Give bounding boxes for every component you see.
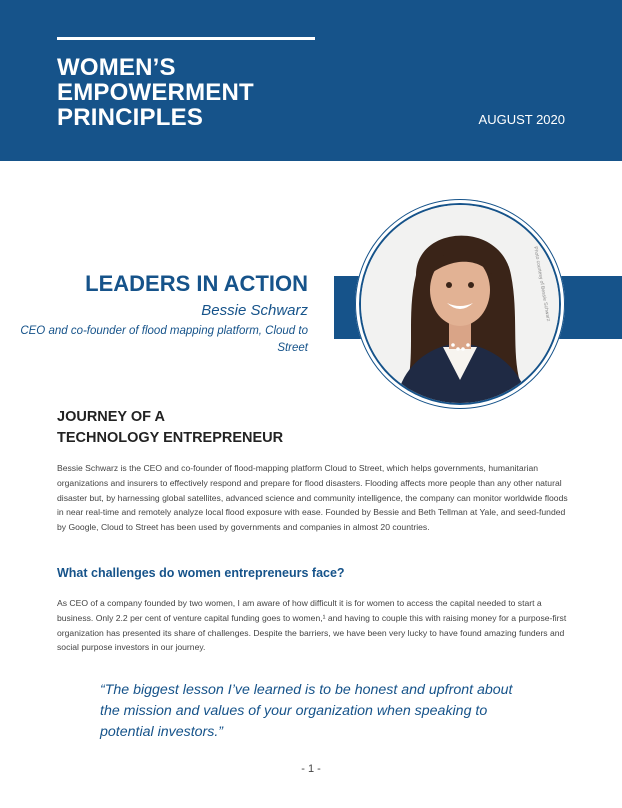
profile-photo <box>359 203 561 405</box>
title-line: PRINCIPLES <box>57 104 204 131</box>
title-line: EMPOWERMENT <box>57 79 254 106</box>
article-heading <box>57 407 283 449</box>
publication-title <box>57 55 254 130</box>
header-rule <box>57 37 315 40</box>
intro-paragraph: Bessie Schwarz is the CEO and co-founder of flood-mapping platform Cloud to Street, which helps governments, humanitarian organizations and insurers to effectively respond and prepare for flood disasters. Flooding affects more people than any other natural disaster but, by harnessing global satellites, advanced science and community intelligence, the company can monitor worldwide floods in near real-time and remotely analyze local flood exposure with ease. Founded by Bessie and Beth Tellman at Yale, and seed-funded by Google, Cloud to Street has been used by governments and companies in almost 20 countries. <box>57 463 568 533</box>
publication-date: AUGUST 2020 <box>478 112 565 127</box>
leader-role: CEO and co-founder of flood mapping platform, Cloud to Street <box>20 325 308 354</box>
heading-line: TECHNOLOGY ENTREPRENEUR <box>57 430 284 446</box>
section-title: LEADERS IN ACTION <box>85 271 308 296</box>
photo-credit: Photo courtesy of Bessie Schwarz <box>532 246 552 322</box>
question-heading: What challenges do women entrepreneurs face? <box>57 566 345 580</box>
title-line: WOMEN’S <box>57 54 176 81</box>
answer-paragraph: As CEO of a company founded by two women, I am aware of how difficult it is for women to access the capital needed to start a business. Only 2.2 per cent of venture capital funding goes to women,¹ and having to couple this with raising money for a purpose-first organization has presented its share of challenges. Despite the barriers, we have been very lucky to have found amazing funders and social purpose investors in our journey. <box>57 598 567 653</box>
heading-line: JOURNEY OF A <box>57 409 165 425</box>
pull-quote: “The biggest lesson I’ve learned is to be honest and upfront about the mission and values of your organization when speaking to potential investors.” <box>100 682 513 740</box>
portrait-illustration <box>361 205 559 403</box>
page-number: - 1 - <box>301 763 321 775</box>
leader-name: Bessie Schwarz <box>201 302 308 319</box>
header-banner <box>0 0 622 161</box>
